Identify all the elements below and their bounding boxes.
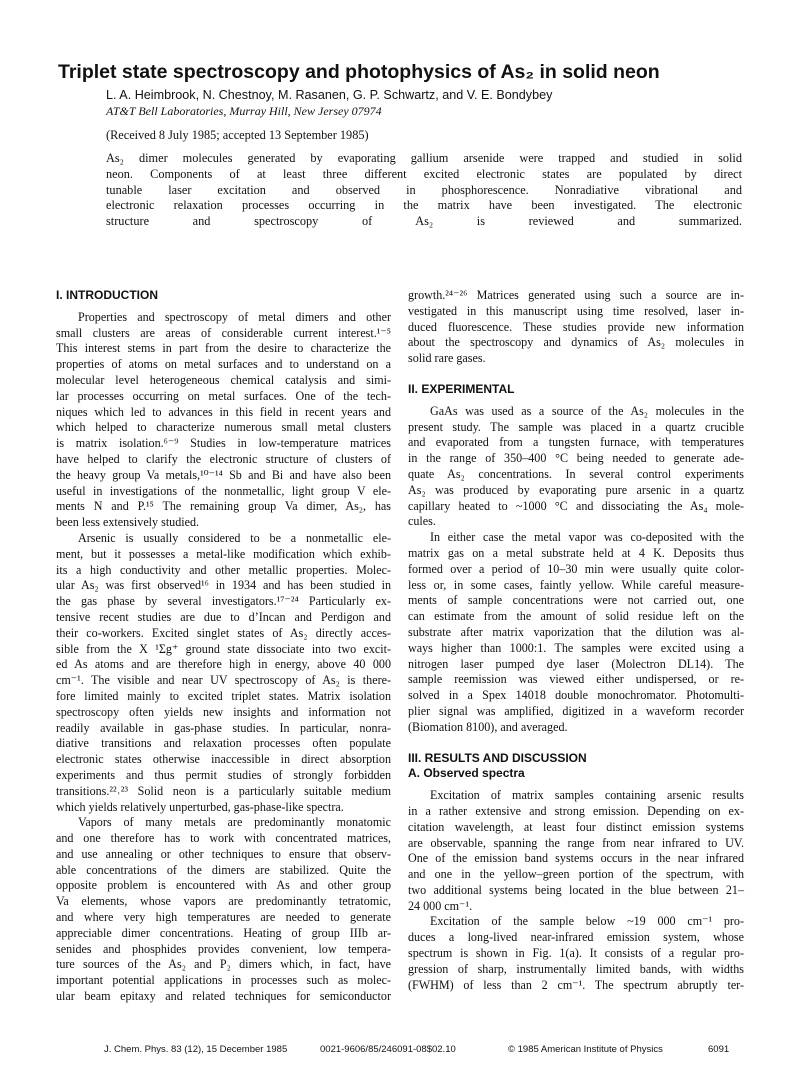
text-line: is matrix isolation.⁶⁻⁹ Studies in low-temperature matrices — [56, 436, 391, 451]
text-line: which yields relatively unperturbed, gas-phase-like spectra. — [56, 799, 344, 814]
intro-paragraph-1 — [56, 310, 391, 531]
text-line: which helped to characterize numerous small metal clusters — [56, 420, 391, 435]
results-paragraph-2 — [408, 914, 744, 993]
text-line: formed over a period of 10–30 min were usually quite color- — [408, 561, 744, 576]
text-line: and one in the yellow–green portion of the spectrum, with — [408, 867, 744, 882]
abstract — [106, 150, 742, 229]
text-line: electronic states otherwise inaccessible in direct absorption — [56, 752, 391, 767]
text-line: capillary heated to ~1000 °C and dissociating the As₄ mole- — [408, 498, 744, 513]
text-line: niques which led to advances in this field in recent years and — [56, 404, 391, 419]
text-line: important potential applications in processes such as molec- — [56, 973, 391, 988]
section-heading-results: III. RESULTS AND DISCUSSION — [408, 750, 587, 765]
text-line: and evaporated from a tungsten furnace, with temperatures — [408, 435, 744, 450]
text-line: ture sources of the As₂ and P₂ dimers which, in fact, have — [56, 957, 391, 972]
text-line: sible from the X ¹Σg⁺ ground state dissociate into two excit- — [56, 641, 391, 656]
text-line: tensive recent studies are due to d’Incan and Perdigon and — [56, 609, 391, 624]
copyright-notice: © 1985 American Institute of Physics — [508, 1044, 663, 1055]
intro-paragraph-3 — [56, 815, 391, 1005]
text-line: ed As atoms and are therefore high in energy, above 40 000 — [56, 657, 391, 672]
text-line: in the range of 350–400 °C being needed to generate ade- — [408, 451, 744, 466]
text-line: properties of atoms on metal surfaces and to understand on a — [56, 357, 391, 372]
experimental-paragraph-1 — [408, 404, 744, 530]
text-line: the heavy group Va metals,¹⁰⁻¹⁴ Sb and Bi and have also been — [56, 467, 391, 482]
text-line: Va elements, whose vapors are predominantly tetratomic, — [56, 894, 391, 909]
text-line: are observable, spanning the range from near infrared to UV. — [408, 835, 744, 850]
text-line: less or, in some cases, faintly yellow. While careful measure- — [408, 577, 744, 592]
text-line: cm⁻¹. The visible and near UV spectroscopy of As₂ is there- — [56, 673, 391, 688]
text-line: vestigated in this manuscript using time resolved, laser in- — [408, 303, 744, 318]
intro-paragraph-continued — [408, 288, 744, 367]
text-line: In either case the metal vapor was co-deposited with the — [430, 530, 744, 545]
text-line: Vapors of many metals are predominantly monatomic — [78, 815, 391, 830]
text-line: growth.²⁴⁻²⁶ Matrices generated using such a source are in- — [408, 288, 744, 302]
text-line: in a rather extensive and strong emission. Depending on ex- — [408, 803, 744, 818]
text-line: ments N and P.¹⁵ The remaining group Va dimer, As₂, has — [56, 499, 391, 514]
text-line: citation wavelength, at least four distinct emission systems — [408, 819, 744, 834]
text-line: lar processes occurring on metal surfaces. One of the tech- — [56, 388, 391, 403]
text-line: diative transitions and relaxation processes often populate — [56, 736, 391, 751]
text-line: been less extensively studied. — [56, 515, 200, 530]
text-line: quate As₂ concentrations. In several control experiments — [408, 466, 744, 481]
subsection-heading-observed-spectra: A. Observed spectra — [408, 766, 525, 781]
text-line: As₂ was produced by evaporating pure arsenic in a quartz — [408, 482, 744, 497]
text-line: ular As₂ was first observed¹⁶ in 1934 and has been studied in — [56, 578, 391, 593]
text-line: sample reemission was viewed either undispersed, or re- — [408, 672, 744, 687]
text-line: Excitation of matrix samples containing arsenic results — [430, 788, 744, 803]
text-line: matrix gas on a metal substrate held at 4 K. Deposits thus — [408, 545, 744, 560]
text-line: and use annealing or other techniques to ensure that observ- — [56, 846, 391, 861]
paper-title: Triplet state spectroscopy and photophysics of As₂ in solid neon — [58, 61, 660, 83]
text-line: ular beam epitaxy and related techniques for semiconductor — [56, 989, 391, 1004]
text-line: This interest stems in part from the desire to characterize the — [56, 341, 391, 356]
author-list: L. A. Heimbrook, N. Chestnoy, M. Rasanen, G. P. Schwartz, and V. E. Bondybey — [106, 88, 553, 102]
experimental-paragraph-2 — [408, 530, 744, 735]
text-line: molecular level heterogeneous chemical catalysis and simi- — [56, 372, 391, 387]
text-line: can estimate from the amount of solid residue left on the — [408, 609, 744, 624]
text-line: their co-workers. Excited singlet states of As₂ directly acces- — [56, 625, 391, 640]
text-line: Excitation of the sample below ~19 000 cm⁻¹ pro- — [430, 914, 744, 929]
text-line: present study. The sample was placed in a quartz crucible — [408, 419, 744, 434]
abstract-line: structure and spectroscopy of As₂ is reviewed and summarized. — [106, 214, 742, 229]
text-line: its a high conductivity and other metallic properties. Molec- — [56, 562, 391, 577]
text-line: opposite problem is encountered with As and other group — [56, 878, 391, 893]
text-line: have helped to clarify the electronic structure of clusters of — [56, 451, 391, 466]
affiliation: AT&T Bell Laboratories, Murray Hill, New Jersey 07974 — [106, 104, 382, 118]
right-column — [408, 288, 744, 993]
text-line: senides and phosphides provides convenient, low tempera- — [56, 941, 391, 956]
text-line: experiments and thus permit studies of strongly forbidden — [56, 767, 391, 782]
text-line: solved in a Spex 14018 double monochromator. Photomulti- — [408, 688, 744, 703]
text-line: (FWHM) of less than 2 cm⁻¹. The spectrum abruptly ter- — [408, 977, 744, 992]
abstract-line: neon. Components of at least three different excited electronic states are populated by direct — [106, 166, 742, 181]
text-line: GaAs was used as a source of the As₂ molecules in the — [430, 403, 744, 418]
text-line: small clusters are areas of considerable current interest.¹⁻⁵ — [56, 325, 391, 340]
text-line: transitions.²²˒²³ Solid neon is a particularly suitable medium — [56, 783, 391, 798]
section-heading-experimental: II. EXPERIMENTAL — [408, 381, 515, 396]
abstract-line: tunable laser excitation and observed in phosphorescence. Nonradiative vibrational and — [106, 182, 742, 197]
text-line: appreciable dimer concentrations. Heating of group IIIb ar- — [56, 925, 391, 940]
text-line: solid rare gases. — [408, 351, 486, 366]
left-column — [56, 288, 391, 1005]
abstract-line: As₂ dimer molecules generated by evaporating gallium arsenide were trapped and studied in solid — [106, 151, 742, 165]
section-heading-introduction: I. INTRODUCTION — [56, 288, 158, 302]
text-line: nitrogen laser pumped dye laser (Molectron DL14). The — [408, 656, 744, 671]
text-line: ways higher than 1000:1. The samples were excited using a — [408, 640, 744, 655]
text-line: spectroscopy often yields new insights and information not — [56, 704, 391, 719]
text-line: useful in investigations of the nonmetallic, light group V ele- — [56, 483, 391, 498]
text-line: the gas phase by several investigators.¹⁷⁻²⁴ Particularly ex- — [56, 594, 391, 609]
text-line: (Biomation 8100), and averaged. — [408, 719, 568, 734]
page-number: 6091 — [708, 1044, 730, 1055]
text-line: duced fluorescence. These studies provide new information — [408, 319, 744, 334]
results-paragraph-1 — [408, 788, 744, 914]
text-line: plier signal was amplified, digitized in a waveform recorder — [408, 703, 744, 718]
intro-paragraph-2 — [56, 531, 391, 815]
text-line: fore limited mainly to excited triplet states. Matrix isolation — [56, 688, 391, 703]
text-line: spectrum is shown in Fig. 1(a). It consists of a regular pro- — [408, 946, 744, 961]
text-line: 24 000 cm⁻¹. — [408, 898, 473, 913]
article-code: 0021-9606/85/246091-08$02.10 — [320, 1044, 456, 1055]
text-line: ments of sample concentrations were not carried out, one — [408, 593, 744, 608]
journal-citation: J. Chem. Phys. 83 (12), 15 December 1985 — [104, 1044, 288, 1055]
text-line: readily available in gas-phase studies. In particular, nonra- — [56, 720, 391, 735]
text-line: and one therefore has to work with concentrated matrices, — [56, 831, 391, 846]
text-line: about the spectroscopy and dynamics of As₂ molecules in — [408, 335, 744, 350]
text-line: ment, but it possesses a metal-like modification which exhib- — [56, 546, 391, 561]
text-line: duces a long-lived near-infrared emission system, whose — [408, 930, 744, 945]
text-line: gression of sharp, instrumentally limited bands, with widths — [408, 961, 744, 976]
text-line: able concentrations of the dimers are stabilized. Quite the — [56, 862, 391, 877]
text-line: Arsenic is usually considered to be a nonmetallic ele- — [78, 530, 391, 545]
received-dates: (Received 8 July 1985; accepted 13 September 1985) — [106, 128, 369, 142]
text-line: substrate after matrix vaporization that the dilution was al- — [408, 624, 744, 639]
text-line: and where very high temperatures are needed to generate — [56, 910, 391, 925]
text-line: Properties and spectroscopy of metal dimers and other — [78, 309, 391, 324]
text-line: two additional systems being located in the blue between 21– — [408, 882, 744, 897]
text-line: One of the emission band systems occurs in the near infrared — [408, 851, 744, 866]
text-line: cules. — [408, 514, 436, 529]
abstract-line: electronic relaxation processes occurring in the matrix have been investigated. The electronic — [106, 198, 742, 213]
